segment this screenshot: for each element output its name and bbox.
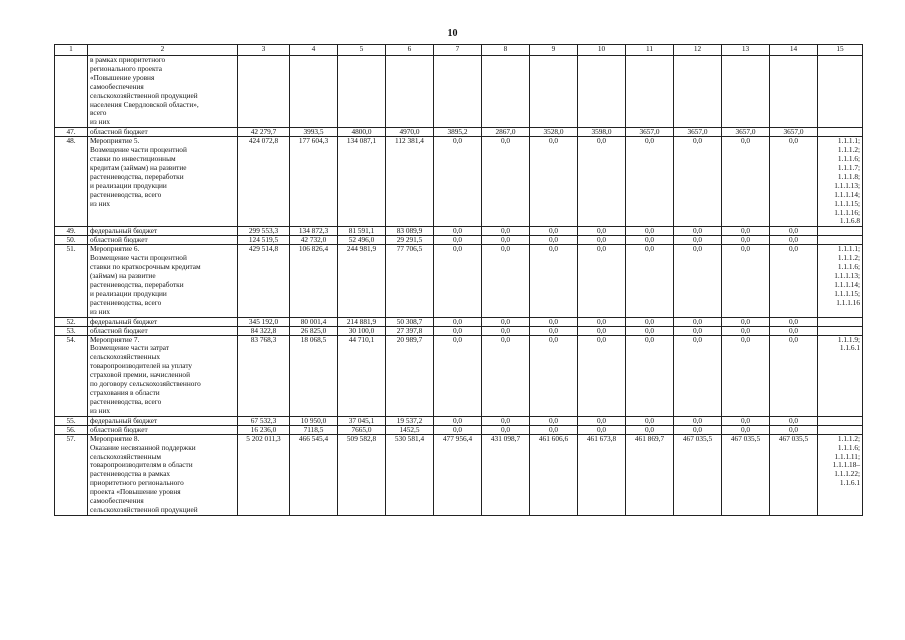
row-value: 3657,0 (722, 128, 770, 137)
row-description: областной бюджет (88, 425, 238, 434)
table-row (55, 137, 863, 227)
row-value: 0,0 (626, 416, 674, 425)
page-number: 10 (447, 28, 458, 39)
row-value: 0,0 (770, 317, 818, 326)
table-row (55, 236, 863, 245)
row-value: 0,0 (770, 236, 818, 245)
row-value: 0,0 (530, 236, 578, 245)
row-value: 0,0 (482, 317, 530, 326)
row-value: 461 673,8 (578, 434, 626, 515)
row-value: 83 089,9 (386, 227, 434, 236)
row-number: 47. (55, 128, 88, 137)
row-target-indicators (818, 227, 863, 236)
row-value: 0,0 (722, 416, 770, 425)
row-value (674, 56, 722, 128)
row-value: 0,0 (626, 137, 674, 227)
row-value: 16 236,0 (238, 425, 290, 434)
row-value: 0,0 (530, 137, 578, 227)
table-row (55, 434, 863, 515)
row-value: 0,0 (770, 227, 818, 236)
row-value: 466 545,4 (290, 434, 338, 515)
column-header: 7 (434, 45, 482, 56)
row-value: 0,0 (434, 137, 482, 227)
row-value: 124 519,5 (238, 236, 290, 245)
row-value: 0,0 (722, 227, 770, 236)
column-header: 6 (386, 45, 434, 56)
row-value: 0,0 (482, 227, 530, 236)
row-value: 0,0 (626, 335, 674, 416)
row-value (290, 56, 338, 128)
row-value: 10 950,0 (290, 416, 338, 425)
row-value: 19 537,2 (386, 416, 434, 425)
row-value: 0,0 (482, 236, 530, 245)
row-value: 42 732,0 (290, 236, 338, 245)
row-value: 0,0 (482, 245, 530, 317)
row-target-indicators: 1.1.1.2; 1.1.1.6; 1.1.1.11; 1.1.1.18– 1.1.1.22; 1.1.6.1 (818, 434, 863, 515)
row-value: 0,0 (530, 416, 578, 425)
row-value: 3993,5 (290, 128, 338, 137)
row-value: 509 582,8 (338, 434, 386, 515)
column-header: 13 (722, 45, 770, 56)
row-value: 0,0 (434, 326, 482, 335)
row-value: 3528,0 (530, 128, 578, 137)
row-value: 0,0 (578, 137, 626, 227)
row-value: 134 087,1 (338, 137, 386, 227)
row-value: 84 322,8 (238, 326, 290, 335)
row-number: 48. (55, 137, 88, 227)
row-value: 0,0 (482, 425, 530, 434)
row-value: 461 869,7 (626, 434, 674, 515)
row-value: 530 581,4 (386, 434, 434, 515)
row-value: 0,0 (770, 326, 818, 335)
column-header: 11 (626, 45, 674, 56)
row-value: 80 001,4 (290, 317, 338, 326)
row-value: 0,0 (674, 236, 722, 245)
row-number (55, 56, 88, 128)
column-header: 14 (770, 45, 818, 56)
row-description: областной бюджет (88, 326, 238, 335)
row-value: 0,0 (770, 416, 818, 425)
row-value: 431 098,7 (482, 434, 530, 515)
row-description: федеральный бюджет (88, 416, 238, 425)
row-value: 0,0 (674, 317, 722, 326)
row-value: 1452,5 (386, 425, 434, 434)
row-description: в рамках приоритетного регионального проекта «Повышение уровня самообеспечения сельскохозяйственной продукцией населения Свердловской области», всего из них (88, 56, 238, 128)
row-value: 4970,0 (386, 128, 434, 137)
table-row (55, 227, 863, 236)
row-value: 3895,2 (434, 128, 482, 137)
row-value: 0,0 (626, 245, 674, 317)
row-value: 0,0 (578, 245, 626, 317)
row-value: 0,0 (674, 416, 722, 425)
row-target-indicators: 1.1.1.1; 1.1.1.2; 1.1.1.6; 1.1.1.13; 1.1.1.14; 1.1.1.15; 1.1.1.16 (818, 245, 863, 317)
row-value: 345 192,0 (238, 317, 290, 326)
column-header: 3 (238, 45, 290, 56)
row-value: 0,0 (530, 227, 578, 236)
column-header: 5 (338, 45, 386, 56)
row-value (722, 56, 770, 128)
row-number: 50. (55, 236, 88, 245)
row-target-indicators (818, 236, 863, 245)
row-value: 0,0 (722, 236, 770, 245)
row-value: 0,0 (434, 317, 482, 326)
row-value: 3657,0 (674, 128, 722, 137)
row-description: Мероприятие 7. Возмещение части затрат сельскохозяйственных товаропроизводителей на уплату страховой премии, начисленной по договору сельскохозяйственного страхования в области растениеводства, всего из них (88, 335, 238, 416)
row-value: 0,0 (482, 137, 530, 227)
row-target-indicators (818, 326, 863, 335)
row-number: 49. (55, 227, 88, 236)
column-header: 8 (482, 45, 530, 56)
row-value: 0,0 (578, 416, 626, 425)
row-value (434, 56, 482, 128)
row-description: областной бюджет (88, 128, 238, 137)
row-value: 26 825,0 (290, 326, 338, 335)
row-value: 467 035,5 (722, 434, 770, 515)
row-value: 0,0 (770, 245, 818, 317)
row-value: 0,0 (434, 236, 482, 245)
row-value: 29 291,5 (386, 236, 434, 245)
row-value: 467 035,5 (770, 434, 818, 515)
row-value: 0,0 (578, 317, 626, 326)
row-value: 0,0 (674, 245, 722, 317)
row-value: 0,0 (578, 236, 626, 245)
row-value: 424 072,8 (238, 137, 290, 227)
row-value: 44 710,1 (338, 335, 386, 416)
row-value: 299 553,3 (238, 227, 290, 236)
row-value (482, 56, 530, 128)
column-header: 15 (818, 45, 863, 56)
row-value: 0,0 (770, 425, 818, 434)
row-value: 214 881,9 (338, 317, 386, 326)
column-header: 12 (674, 45, 722, 56)
row-value: 0,0 (722, 137, 770, 227)
row-value: 0,0 (530, 425, 578, 434)
row-value: 83 768,3 (238, 335, 290, 416)
row-value: 3657,0 (626, 128, 674, 137)
row-value: 134 872,3 (290, 227, 338, 236)
row-value: 0,0 (722, 245, 770, 317)
row-value: 0,0 (482, 416, 530, 425)
row-value: 0,0 (578, 335, 626, 416)
column-header: 2 (88, 45, 238, 56)
row-number: 56. (55, 425, 88, 434)
row-number: 52. (55, 317, 88, 326)
row-value: 467 035,5 (674, 434, 722, 515)
row-value: 18 068,5 (290, 335, 338, 416)
table-row (55, 416, 863, 425)
row-value (338, 56, 386, 128)
row-value: 77 706,5 (386, 245, 434, 317)
table-row (55, 326, 863, 335)
row-value: 106 826,4 (290, 245, 338, 317)
row-value: 0,0 (626, 317, 674, 326)
row-value: 0,0 (482, 326, 530, 335)
row-value: 0,0 (770, 335, 818, 416)
table-row (55, 56, 863, 128)
row-value: 0,0 (530, 317, 578, 326)
row-value: 0,0 (674, 326, 722, 335)
row-value: 0,0 (530, 326, 578, 335)
row-value: 0,0 (626, 425, 674, 434)
row-target-indicators (818, 416, 863, 425)
column-header-row (55, 45, 863, 56)
row-target-indicators (818, 425, 863, 434)
row-value: 7118,5 (290, 425, 338, 434)
row-value: 0,0 (674, 137, 722, 227)
budget-table (54, 44, 863, 516)
row-value: 0,0 (626, 236, 674, 245)
row-value (770, 56, 818, 128)
table-row (55, 425, 863, 434)
row-value: 0,0 (674, 335, 722, 416)
row-value: 42 279,7 (238, 128, 290, 137)
row-description: Мероприятие 6. Возмещение части процентной ставки по краткосрочным кредитам (займам) на развитие растениеводства, переработки и реализации продукции растениеводства, всего из них (88, 245, 238, 317)
table-row (55, 335, 863, 416)
row-value: 0,0 (434, 245, 482, 317)
row-value: 0,0 (722, 335, 770, 416)
row-value: 20 989,7 (386, 335, 434, 416)
table-row (55, 317, 863, 326)
row-target-indicators (818, 128, 863, 137)
row-number: 54. (55, 335, 88, 416)
row-value (578, 56, 626, 128)
row-number: 51. (55, 245, 88, 317)
row-value: 0,0 (482, 335, 530, 416)
row-value: 3598,0 (578, 128, 626, 137)
row-value: 0,0 (722, 425, 770, 434)
row-value: 0,0 (530, 335, 578, 416)
row-target-indicators: 1.1.1.1; 1.1.1.2; 1.1.1.6; 1.1.1.7; 1.1.1.8; 1.1.1.13; 1.1.1.14; 1.1.1.15; 1.1.1.16; 1.1.6.8 (818, 137, 863, 227)
row-value (626, 56, 674, 128)
row-value: 5 202 011,3 (238, 434, 290, 515)
table-row (55, 245, 863, 317)
row-value: 461 606,6 (530, 434, 578, 515)
row-value: 27 397,8 (386, 326, 434, 335)
row-target-indicators: 1.1.1.9; 1.1.6.1 (818, 335, 863, 416)
row-value: 0,0 (578, 227, 626, 236)
row-value: 177 604,3 (290, 137, 338, 227)
row-value: 37 045,1 (338, 416, 386, 425)
row-value: 0,0 (674, 227, 722, 236)
row-value: 0,0 (722, 326, 770, 335)
row-value: 50 308,7 (386, 317, 434, 326)
row-target-indicators (818, 317, 863, 326)
row-value (530, 56, 578, 128)
row-value: 0,0 (530, 245, 578, 317)
row-value: 477 956,4 (434, 434, 482, 515)
row-value: 0,0 (722, 317, 770, 326)
row-value: 67 532,3 (238, 416, 290, 425)
row-value: 52 496,0 (338, 236, 386, 245)
row-target-indicators (818, 56, 863, 128)
column-header: 9 (530, 45, 578, 56)
column-header: 4 (290, 45, 338, 56)
row-number: 57. (55, 434, 88, 515)
row-value: 429 514,8 (238, 245, 290, 317)
row-value: 0,0 (578, 326, 626, 335)
column-header: 1 (55, 45, 88, 56)
row-value: 0,0 (434, 227, 482, 236)
row-number: 53. (55, 326, 88, 335)
row-value (238, 56, 290, 128)
row-value: 0,0 (770, 137, 818, 227)
row-value: 0,0 (626, 227, 674, 236)
row-value: 112 381,4 (386, 137, 434, 227)
row-description: федеральный бюджет (88, 317, 238, 326)
row-description: Мероприятие 5. Возмещение части процентной ставки по инвестиционным кредитам (займам) на развитие растениеводства, переработки и реализации продукции растениеводства, всего из них (88, 137, 238, 227)
row-description: Мероприятие 8. Оказание несвязанной поддержки сельскохозяйственным товаропроизводителям в области растениеводства в рамках приоритетного регионального проекта «Повышение уровня самообеспечения сельскохозяйственной продукцией (88, 434, 238, 515)
row-value: 4800,0 (338, 128, 386, 137)
row-value: 7665,0 (338, 425, 386, 434)
row-value: 0,0 (434, 335, 482, 416)
row-value: 0,0 (578, 425, 626, 434)
row-value: 2867,0 (482, 128, 530, 137)
row-description: федеральный бюджет (88, 227, 238, 236)
row-number: 55. (55, 416, 88, 425)
row-value: 0,0 (674, 425, 722, 434)
row-value: 0,0 (626, 326, 674, 335)
row-value: 244 981,9 (338, 245, 386, 317)
row-value: 0,0 (434, 416, 482, 425)
row-value: 81 591,1 (338, 227, 386, 236)
row-value: 3657,0 (770, 128, 818, 137)
column-header: 10 (578, 45, 626, 56)
row-value (386, 56, 434, 128)
row-value: 30 100,0 (338, 326, 386, 335)
row-description: областной бюджет (88, 236, 238, 245)
table-row (55, 128, 863, 137)
row-value: 0,0 (434, 425, 482, 434)
